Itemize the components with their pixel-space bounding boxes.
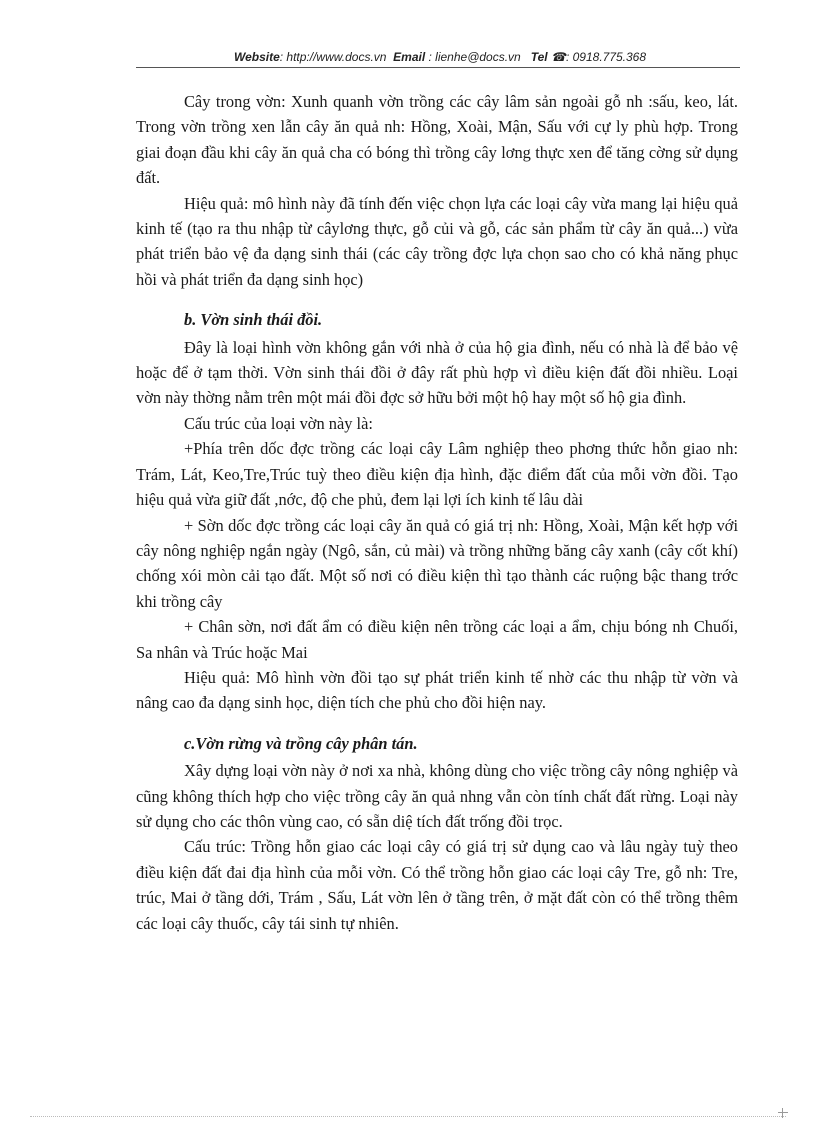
section-c-heading: c.Vờn rừng và trồng cây phân tán. (184, 733, 418, 753)
section-b-paragraph-2: Cấu trúc của loại vờn này là: (184, 413, 373, 433)
tel-label: Tel (530, 50, 548, 64)
section-b-heading: b. Vờn sinh thái đồi. (184, 310, 323, 330)
document-body (136, 89, 738, 936)
page-header (140, 50, 740, 64)
section-c-paragraph-1: Xây dựng loại vờn này ở nơi xa nhà, không dùng cho việc trồng cây nông nghiệp và cũng không thích hợp cho việc trồng cây ăn quả nhng vẫn còn tính chất đất rừng. Loại này sử dụng cho các thôn vùng cao, có sẵn diệ tích đất trống đồi trọc. (136, 761, 738, 831)
website-value: : http://www.docs.vn (279, 50, 387, 64)
email-label: Email (393, 50, 426, 64)
section-b-paragraph-3: +Phía trên dốc đợc trồng các loại cây Lâm nghiệp theo phơng thức hỗn giao nh: Trám, Lát, Keo,Tre,Trúc tuỳ theo điều kiện địa hình, đặc điểm đất của mỗi vờn đồi. Tạo hiệu quả vừa giữ đất ,nớc, độ che phủ, đem lại lợi ích kinh tế lâu dài (136, 439, 738, 510)
section-b-paragraph-1: Đây là loại hình vờn không gắn với nhà ở của hộ gia đình, nếu có nhà là để bảo vệ hoặc để ở tạm thời. Vờn sinh thái đồi ở đây rất phù hợp vì điều kiện đất đồi nhiều. Loại vờn này thờng nằm trên một mái đồi đợc sở hữu bởi một hộ hay một số hộ gia đình. (136, 337, 738, 408)
section-b-paragraph-6: Hiệu quả: Mô hình vờn đồi tạo sự phát triển kinh tế nhờ các thu nhập từ vờn và nâng cao đa dạng sinh học, diện tích che phủ cho đồi hiện nay. (136, 667, 738, 713)
section-a-paragraph-1: Cây trong vờn: Xunh quanh vờn trồng các cây lâm sản ngoài gỗ nh :sấu, keo, lát. Trong vờn trồng xen lẫn cây ăn quả nh: Hồng, Xoài, Mận, Sấu với cự ly phù hợp. Trong giai đoạn đầu khi cây ăn quả cha có bóng thì trồng cây lơng thực xen để tăng cờng sử dụng đất. (136, 92, 738, 188)
section-c-paragraph-2: Cấu trúc: Trồng hỗn giao các loại cây có giá trị sử dụng cao và lâu ngày tuỳ theo điều kiện đất đai địa hình của mỗi vờn. Có thể trồng hỗn giao các loại cây Tre, gỗ nh: Tre, trúc, Mai ở tầng dới, Trám , Sấu, Lát vờn lên ở tầng trên, ở mặt đất còn có thể trồng thêm các loại cây thuốc, cây tái sinh tự nhiên. (136, 837, 738, 933)
tel-value: : 0918.775.368 (565, 50, 647, 64)
phone-icon: ☎ (551, 50, 566, 64)
section-b-paragraph-5: + Chân sờn, nơi đất ẩm có điều kiện nên trồng các loại a ẩm, chịu bóng nh Chuối, Sa nhân và Trúc hoặc Mai (136, 617, 738, 662)
website-label: Website (233, 50, 280, 64)
section-b-paragraph-4: + Sờn dốc đợc trồng các loại cây ăn quả có giá trị nh: Hồng, Xoài, Mận kết hợp với cây nông nghiệp ngắn ngày (Ngô, sắn, củ mài) và trồng những băng cây xanh (cây cốt khí) chống xói mòn cải tạo đất. Một số nơi có điều kiện thì tạo thành các ruộng bậc thang trớc khi trồng cây (136, 515, 738, 611)
email-value: : lienhe@docs.vn (428, 50, 521, 64)
section-a-paragraph-2: Hiệu quả: mô hình này đã tính đến việc chọn lựa các loại cây vừa mang lại hiệu quả kinh tế (tạo ra thu nhập từ câylơng thực, gỗ củi và gỗ, các sản phẩm từ cây ăn quả...) vừa phát triển bảo vệ đa dạng sinh thái (các cây trồng đợc lựa chọn sao cho có khả năng phục hồi và phát triển đa dạng sinh học) (136, 193, 738, 289)
crop-mark-icon (778, 1108, 788, 1118)
footer-dotted-line (30, 1116, 786, 1117)
header-divider (136, 67, 740, 68)
